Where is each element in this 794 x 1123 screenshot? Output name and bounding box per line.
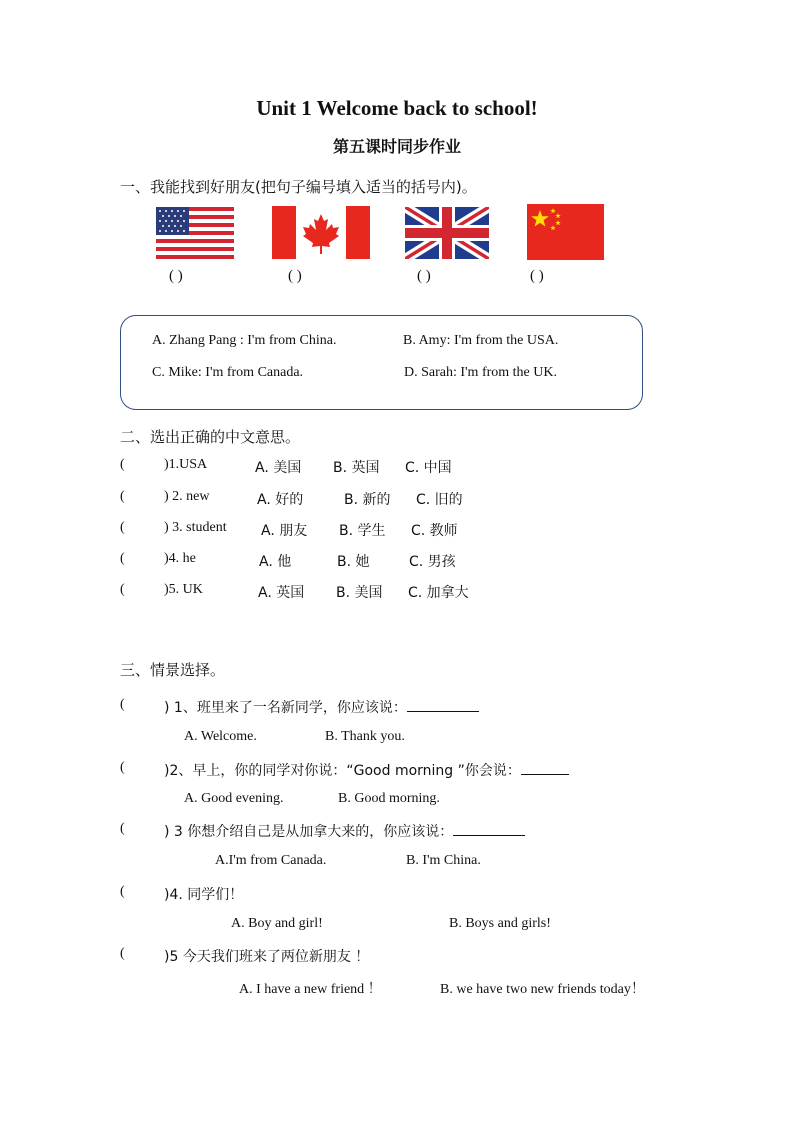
s2-q3-open-paren[interactable]: ( xyxy=(120,520,125,535)
s3-q5-open-paren[interactable]: ( xyxy=(120,946,125,961)
flag-answer-2[interactable]: ( ) xyxy=(288,268,302,284)
s3-q2-option-a: A. Good evening. xyxy=(184,791,284,806)
s3-q1-prompt: ) 1、班里来了一名新同学，你应该说： xyxy=(164,697,479,717)
section1-heading: 一、我能找到好朋友(把句子编号填入适当的括号内)。 xyxy=(120,178,477,196)
page-subtitle: 第五课时同步作业 xyxy=(332,137,461,156)
s2-q4-option-c: C. 男孩 xyxy=(409,554,456,570)
s3-q5-option-b: B. we have two new friends today！ xyxy=(440,982,645,997)
s3-q5-option-a: A. I have a new friend ！ xyxy=(239,982,382,997)
s2-q2-open-paren[interactable]: ( xyxy=(120,489,125,504)
s2-q3-option-b: B. 学生 xyxy=(339,523,386,539)
option-c: C. Mike: I'm from Canada. xyxy=(152,365,304,380)
flag-answer-1[interactable]: ( ) xyxy=(169,268,183,284)
option-a: A. Zhang Pang : I'm from China. xyxy=(152,333,337,348)
s2-q1-prompt: )1.USA xyxy=(164,457,208,472)
s3-q2-open-paren[interactable]: ( xyxy=(120,760,125,775)
s3-q5-prompt: )5 今天我们班来了两位新朋友 ！ xyxy=(164,949,370,965)
s2-q4-prompt: )4. he xyxy=(164,551,196,566)
s2-q5-prompt: )5. UK xyxy=(164,582,203,597)
section3-heading: 三、情景选择。 xyxy=(120,661,226,679)
s3-q4-option-b: B. Boys and girls! xyxy=(449,916,551,931)
s2-q5-option-a: A. 英国 xyxy=(258,585,305,601)
s3-q3-option-a: A.I'm from Canada. xyxy=(215,853,327,868)
s3-q3-open-paren[interactable]: ( xyxy=(120,821,125,836)
s3-q3-option-b: B. I'm China. xyxy=(406,853,481,868)
s2-q1-option-c: C. 中国 xyxy=(405,460,452,476)
s3-q2-option-b: B. Good morning. xyxy=(338,791,440,806)
s2-q2-option-a: A. 好的 xyxy=(257,492,304,508)
s3-q3-prompt: ) 3 你想介绍自己是从加拿大来的，你应该说： xyxy=(164,821,525,841)
s3-q1-blank[interactable] xyxy=(407,697,479,712)
s3-q1-option-b: B. Thank you. xyxy=(325,729,405,744)
s3-q3-blank[interactable] xyxy=(453,821,525,836)
s3-q1-open-paren[interactable]: ( xyxy=(120,697,125,712)
s3-q4-prompt: )4. 同学们！ xyxy=(164,887,244,903)
option-b: B. Amy: I'm from the USA. xyxy=(403,333,559,348)
s2-q1-open-paren[interactable]: ( xyxy=(120,457,125,472)
s2-q4-option-a: A. 他 xyxy=(259,554,292,570)
s3-q1-option-a: A. Welcome. xyxy=(184,729,257,744)
page-title: Unit 1 Welcome back to school! xyxy=(256,96,538,120)
s3-q4-open-paren[interactable]: ( xyxy=(120,884,125,899)
flag-answer-3[interactable]: ( ) xyxy=(417,268,431,284)
s3-q4-option-a: A. Boy and girl! xyxy=(231,916,323,931)
s2-q4-open-paren[interactable]: ( xyxy=(120,551,125,566)
canada-flag-icon xyxy=(272,206,370,259)
usa-flag-icon xyxy=(156,207,234,259)
s2-q2-option-b: B. 新的 xyxy=(344,492,391,508)
flag-answer-4[interactable]: ( ) xyxy=(530,268,544,284)
s3-q2-prompt: )2、早上，你的同学对你说：“Good morning ”你会说： xyxy=(164,760,569,780)
s3-q2-blank[interactable] xyxy=(521,760,569,775)
s2-q2-prompt: ) 2. new xyxy=(164,489,210,504)
s2-q1-option-a: A. 美国 xyxy=(255,460,302,476)
s2-q1-option-b: B. 英国 xyxy=(333,460,380,476)
option-d: D. Sarah: I'm from the UK. xyxy=(404,365,557,380)
uk-flag-icon xyxy=(405,207,489,259)
s2-q2-option-c: C. 旧的 xyxy=(416,492,463,508)
s2-q5-option-c: C. 加拿大 xyxy=(408,585,469,601)
s2-q3-option-a: A. 朋友 xyxy=(261,523,308,539)
options-box xyxy=(120,315,643,410)
s2-q4-option-b: B. 她 xyxy=(337,554,370,570)
s2-q5-open-paren[interactable]: ( xyxy=(120,582,125,597)
china-flag-icon xyxy=(527,204,604,260)
s2-q3-option-c: C. 教师 xyxy=(411,523,458,539)
section2-heading: 二、选出正确的中文意思。 xyxy=(120,428,301,446)
s2-q3-prompt: ) 3. student xyxy=(164,520,227,535)
s2-q5-option-b: B. 美国 xyxy=(336,585,383,601)
